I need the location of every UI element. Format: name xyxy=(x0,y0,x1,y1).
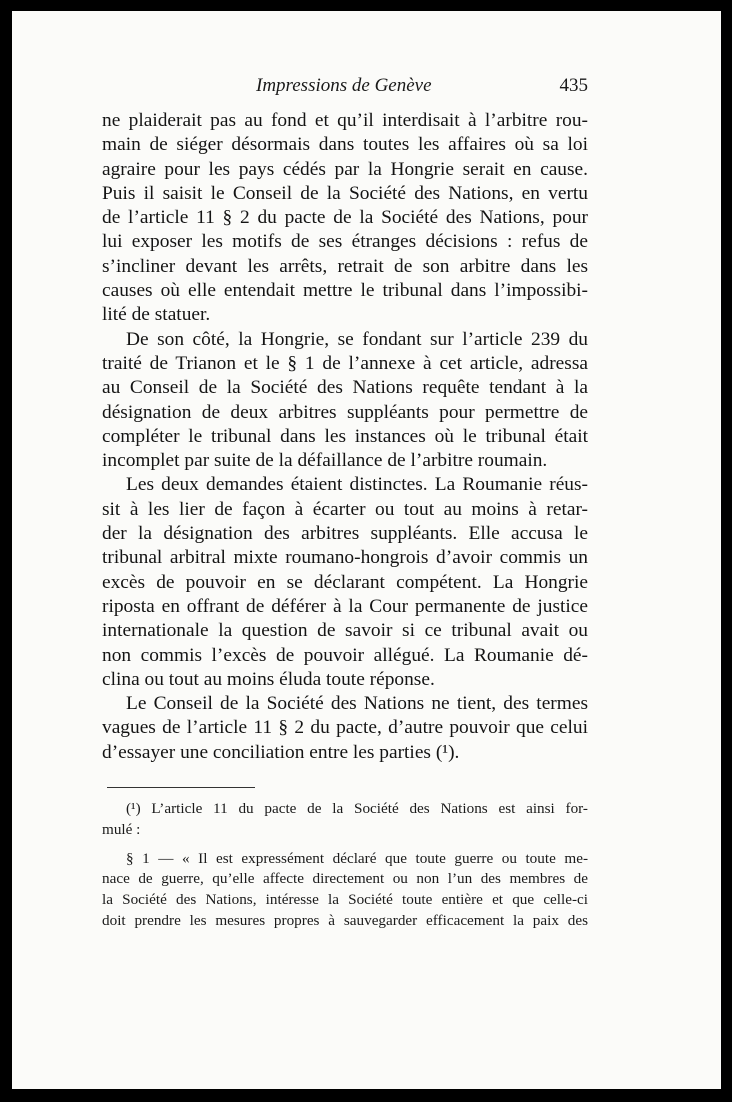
running-head: Impressions de Genève xyxy=(256,75,432,96)
text-line: vagues de l’article 11 § 2 du pacte, d’autre pouvoir que celui xyxy=(102,717,588,739)
text-line: ne plaiderait pas au fond et qu’il interdisait à l’arbitre rou- xyxy=(102,110,588,131)
text-line: non commis l’excès de pouvoir allégué. La Roumanie dé- xyxy=(102,644,588,666)
text-line: s’incliner devant les arrêts, retrait de son arbitre dans les xyxy=(102,255,588,277)
text-line: De son côté, la Hongrie, se fondant sur l’article 239 du xyxy=(126,328,588,350)
text-line: compléter le tribunal dans les instances où le tribunal était xyxy=(102,425,588,447)
footnote-line: la Société des Nations, intéresse la Société toute entière et que celle-ci xyxy=(102,891,588,909)
text-line: Puis il saisit le Conseil de la Société des Nations, en vertu xyxy=(102,182,588,204)
text-line: de l’article 11 § 2 du pacte de la Société des Nations, pour xyxy=(102,207,588,229)
text-line: internationale la question de savoir si ce tribunal avait ou xyxy=(102,620,588,642)
text-line: excès de pouvoir en se déclarant compétent. La Hongrie xyxy=(102,571,588,593)
footnote-line: doit prendre les mesures propres à sauvegarder efficacement la paix des xyxy=(102,911,588,929)
text-line: clina ou tout au moins éluda toute réponse. xyxy=(102,668,435,690)
footnote-line: § 1 — « Il est expressément déclaré que toute guerre ou toute me- xyxy=(126,849,588,867)
text-line: incomplet par suite de la défaillance de l’arbitre roumain. xyxy=(102,450,548,472)
text-line: riposta en offrant de déférer à la Cour permanente de justice xyxy=(102,595,588,617)
text-line: lité de statuer. xyxy=(102,304,211,326)
text-line: agraire pour les pays cédés par la Hongrie serait en cause. xyxy=(102,158,588,180)
text-line: main de siéger désormais dans toutes les affaires où sa loi xyxy=(102,134,588,156)
footnotes xyxy=(102,799,588,932)
footnote-line: (¹) L’article 11 du pacte de la Société des Nations est ainsi for- xyxy=(126,800,588,817)
text-line: désignation de deux arbitres suppléants pour permettre de xyxy=(102,401,588,423)
footnote-rule xyxy=(107,787,255,788)
footnote-line: mulé : xyxy=(102,820,141,838)
book-page xyxy=(12,11,721,1089)
text-line: lui exposer les motifs de ses étranges décisions : refus de xyxy=(102,231,588,253)
footnote-line: nace de guerre, qu’elle affecte directement ou non l’un des membres de xyxy=(102,870,588,888)
text-line: causes où elle entendait mettre le tribunal dans l’impossibi- xyxy=(102,280,588,302)
page-number: 435 xyxy=(559,75,588,96)
text-line: tribunal arbitral mixte roumano-hongrois d’avoir commis un xyxy=(102,547,588,569)
text-line: Les deux demandes étaient distinctes. La Roumanie réus- xyxy=(126,474,588,496)
text-line: sit à les lier de façon à écarter ou tout au moins à retar- xyxy=(102,498,588,520)
text-line: au Conseil de la Société des Nations requête tendant à la xyxy=(102,377,588,399)
text-line: d’essayer une conciliation entre les parties (¹). xyxy=(102,741,460,763)
text-line: der la désignation des arbitres suppléants. Elle accusa le xyxy=(102,523,588,545)
text-line: traité de Trianon et le § 1 de l’annexe à cet article, adressa xyxy=(102,352,588,374)
text-line: Le Conseil de la Société des Nations ne tient, des termes xyxy=(126,693,588,715)
page-header xyxy=(102,75,588,101)
body-text xyxy=(102,109,588,765)
